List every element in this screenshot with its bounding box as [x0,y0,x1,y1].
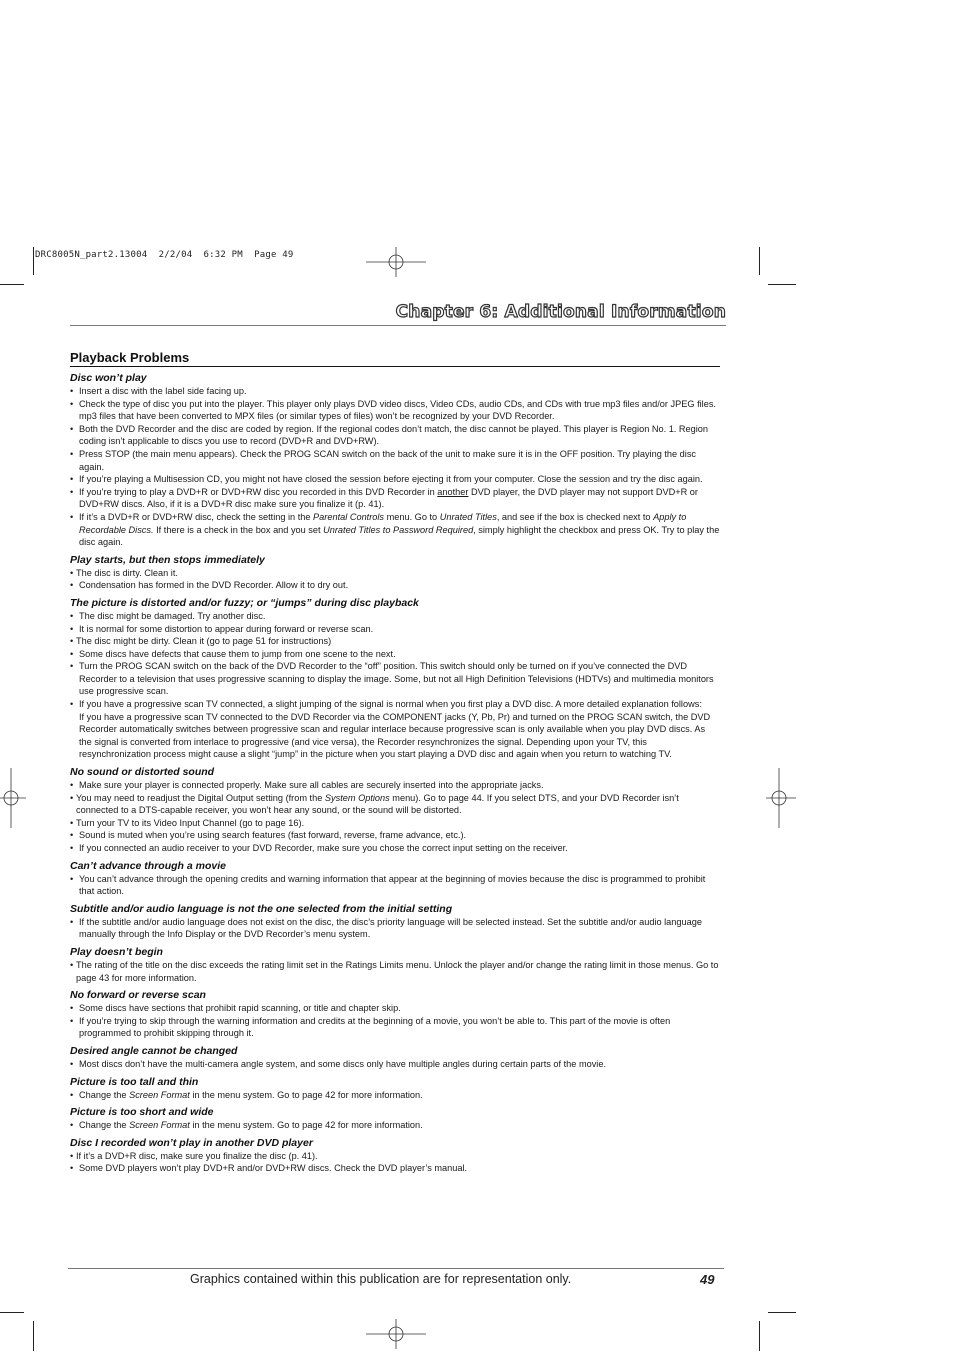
subheading-tall-thin: Picture is too tall and thin [70,1075,199,1088]
list-item: • Some DVD players won’t play DVD+R and/or DVD+RW discs. Check the DVD player’s manual. [70,1163,468,1174]
list-tall-thin [70,1089,720,1102]
list-item: • Some discs have defects that cause them to jump from one scene to the next. [70,648,396,659]
list-no-sound [70,779,720,855]
list-angle [70,1058,720,1071]
chapter-title: Chapter 6: Additional Information [395,302,726,322]
list-item: • The disc is dirty. Clean it. [70,567,178,578]
crop-mark-bottom-left-h [0,1312,24,1313]
list-item: • If it’s a DVD+R disc, make sure you finalize the disc (p. 41). [70,1150,318,1161]
list-item: • Turn the PROG SCAN switch on the back of the DVD Recorder to the “off” position. This switch should only be turned on if you’ve connected the DVD Recorder to a television that uses progressive scanning to display the image. Some, but not all High Definition Televisions (HDTVs) and multimedia monitors use progressive scan. [70,661,714,697]
list-cant-advance [70,873,720,898]
list-item: • If you have a progressive scan TV connected, a slight jumping of the signal is normal when you first play a DVD disc. A more detailed explanation follows: [70,699,702,710]
list-paragraph: If you have a progressive scan TV connected to the DVD Recorder via the COMPONENT jacks (Y, Pb, Pr) and turned on the PROG SCAN switch, the DVD Recorder automatically switches between progressive scan and regular interlace because progressive scan is only available when you play DVD discs. As the signal is converted from interlace to progressive (and vice versa), the Recorder resynchronizes the signal. Depending upon your TV, this resynchronization process might cause a slight “jump” in the picture when you start playing a DVD disc and again when you return to watching TV. [79,711,711,760]
list-item: • Make sure your player is connected properly. Make sure all cables are securely inserted into the appropriate jacks. [70,780,544,791]
registration-mark-right-icon [766,768,796,828]
crop-mark-top-left-h [0,284,24,285]
list-no-scan [70,1002,720,1040]
crop-mark-top-right-v [759,247,760,275]
subheading-no-scan: No forward or reverse scan [70,989,206,1002]
list-play-doesnt-begin [70,959,720,984]
list-item: • The rating of the title on the disc exceeds the rating limit set in the Ratings Limits menu. Unlock the player and/or change the rating limit in those menus. Go to page 43 for more information. [70,959,719,983]
list-item: • Change the Screen Format in the menu system. Go to page 42 for more information. [70,1089,423,1100]
list-item: • Sound is muted when you’re using search features (fast forward, reverse, frame advance, etc.). [70,830,467,841]
list-item: • If you’re playing a Multisession CD, you might not have closed the session before ejecting it from your computer. Close the session and try the disc again. [70,474,703,485]
list-item: • If you connected an audio receiver to your DVD Recorder, make sure you chose the correct input setting on the receiver. [70,843,568,853]
subheading-subtitle-language: Subtitle and/or audio language is not the one selected from the initial setting [70,902,453,915]
list-item: • If you’re trying to play a DVD+R or DVD+RW disc you recorded in this DVD Recorder in another DVD player, the DVD player may not support DVD+R or DVD+RW discs. Also, if it is a DVD+R disc make sure you finalize it (p. 41). [70,486,698,510]
list-item: • Turn your TV to its Video Input Channel (go to page 16). [70,817,305,828]
subheading-recorded-disc: Disc I recorded won’t play in another DVD player [70,1136,313,1149]
subheading-disc-wont-play: Disc won’t play [70,372,147,384]
list-item: • Most discs don’t have the multi-camera angle system, and some discs only have multiple angles during certain parts of the movie. [70,1058,607,1069]
list-recorded-disc [70,1150,720,1175]
list-item: • Some discs have sections that prohibit rapid scanning, or title and chapter skip. [70,1003,401,1014]
list-item: • Both the DVD Recorder and the disc are coded by region. If the regional codes don’t match, the disc cannot be played. This player is Region No. 1. Region coding isn’t applicable to discs you use to record (DVD+R and DVD+RW). [70,423,709,447]
list-item: • Condensation has formed in the DVD Recorder. Allow it to dry out. [70,580,349,591]
crop-mark-bottom-right-v [759,1321,760,1351]
registration-mark-bottom-icon [366,1319,426,1349]
crop-mark-top-left-v [33,247,34,275]
list-item: • If you’re trying to skip through the warning information and credits at the beginning of a movie, you won’t be able to. This part of the movie is often programmed to prohibit skipping through it. [70,1015,671,1039]
page-number: 49 [700,1272,715,1287]
list-item: • Press STOP (the main menu appears). Check the PROG SCAN switch on the back of the unit to make sure it is in the OFF position. Try playing the disc again. [70,448,697,472]
list-item: • If the subtitle and/or audio language does not exist on the disc, the disc’s priority language will be selected instead. Set the subtitle and/or audio language manually through the Info Display or the DVD Recorder’s menu system. [70,916,702,940]
crop-mark-top-right-h [768,284,796,285]
print-slug: DRC8005N_part2.13004 2/2/04 6:32 PM Page 49 [35,250,294,260]
main-content [70,350,720,1175]
subheading-no-sound: No sound or distorted sound [70,766,215,779]
list-item: • The disc might be dirty. Clean it (go to page 51 for instructions) [70,636,332,647]
footer-note: Graphics contained within this publication are for representation only. [190,1272,572,1286]
subheading-play-stops: Play starts, but then stops immediately [70,553,265,566]
list-short-wide [70,1119,720,1132]
crop-mark-bottom-left-v [33,1321,34,1351]
list-item: • You can’t advance through the opening credits and warning information that appear at the beginning of movies because the disc is programmed to prohibit that action. [70,873,706,897]
list-item: • If it’s a DVD+R or DVD+RW disc, check the setting in the Parental Controls menu. Go to Unrated Titles, and see if the box is checked next to Apply to Recordable Discs. If there is a check in the box and you set Unrated Titles to Password Required, simply highlight the checkbox and press OK. Try to play the disc again. [70,511,720,548]
list-item: • Check the type of disc you put into the player. This player only plays DVD video discs, Video CDs, audio CDs, and CDs with true mp3 files and/or JPEG files. mp3 files that have been converted to MPX files (or similar types of files) won’t be recognized by your DVD Recorder. [70,398,716,422]
registration-mark-top-icon [366,247,426,277]
registration-mark-left-icon [0,768,26,828]
subheading-angle: Desired angle cannot be changed [70,1044,238,1057]
footer-rule [68,1268,724,1269]
list-item: • It is normal for some distortion to appear during forward or reverse scan. [70,623,374,634]
list-picture-distorted [70,610,720,761]
subheading-picture-distorted: The picture is distorted and/or fuzzy; or “jumps” during disc playback [70,596,419,609]
list-subtitle-language [70,916,720,941]
chapter-rule [70,325,726,326]
list-disc-wont-play [70,385,720,549]
subheading-short-wide: Picture is too short and wide [70,1106,214,1119]
subheading-play-doesnt-begin: Play doesn’t begin [70,945,163,958]
crop-mark-bottom-right-h [768,1312,796,1313]
list-play-stops [70,567,720,592]
list-item: • Insert a disc with the label side facing up. [70,386,247,396]
subheading-cant-advance: Can’t advance through a movie [70,859,226,872]
list-item: • You may need to readjust the Digital Output setting (from the System Options menu). Go to page 44. If you select DTS, and your DVD Recorder isn’t connected to a DTS-capable receiver, you won’t hear any sound, or the sound will be distorted. [70,792,679,816]
section-title: Playback Problems [70,350,720,367]
list-item: • The disc might be damaged. Try another disc. [70,610,266,621]
list-item: • Change the Screen Format in the menu system. Go to page 42 for more information. [70,1120,423,1131]
